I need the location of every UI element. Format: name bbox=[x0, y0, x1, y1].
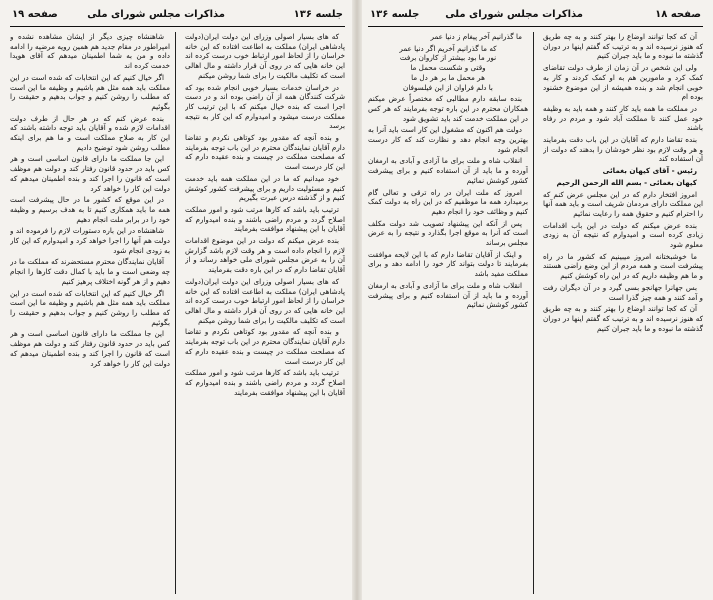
paragraph: و اینک از آقایان تقاضا دارم که با این لایحه موافقت بفرمایند تا دولت بتواند کار خود را ادامه دهد و برای مملکت مفید باشد bbox=[368, 249, 528, 279]
left-page-title: مذاکرات مجلس شورای ملی bbox=[87, 9, 225, 20]
paragraph: این جا مملکت ما دارای قانون اساسی است و هر کس باید در حدود قانون رفتار کند و دولت هم موظف است که قانون را اجرا کند و بنده اطمینان میدهم که دولت این کار را خواهد کرد bbox=[10, 154, 170, 193]
verse-block bbox=[368, 44, 528, 93]
left-page-column-right bbox=[185, 32, 345, 594]
paragraph: و بنده آنچه که مقدور بود کوتاهی نکردم و تقاضا دارم آقایان نمایندگان محترم در این باب توجه بفرمایند که مصلحت مملکت در چیست و بنده عقیده دارم که این کار درست است bbox=[185, 133, 345, 172]
verse-line: وقتی و شکست محمل ما bbox=[410, 63, 486, 73]
right-page-column-left bbox=[368, 32, 528, 594]
paragraph: دولت هم اکنون که مشغول این کار است باید آنرا به بهترین وجه انجام دهد و نظارت کند که کار درست انجام شود bbox=[368, 125, 528, 154]
paragraph: ترتیب باید باشد که کارها مرتب شود و امور مملکت اصلاح گردد و مردم راضی باشند و بنده امیدوارم که آقایان با این پیشنهاد موافقت بفرمایند bbox=[185, 204, 345, 234]
paragraph: بنده عرض کنم که در هر حال از طرف دولت اقدامات لازم شده و آقایان باید توجه داشته باشند که این کار به صلاح مملکت است و ما هم برای اینکه مطلب روشن شود توضیح دادیم bbox=[10, 113, 170, 152]
paragraph: پس از آنکه این پیشنهاد تصویب شد دولت مکلف است که آنرا به موقع اجرا بگذارد و نتیجه را به عرض مجلس برساند bbox=[368, 218, 528, 248]
verse-intro: ما گذرانیم آخر پیغام ز دنیا عمر bbox=[430, 32, 522, 41]
paragraph: ولی این شخص در آن زمان از طرف دولت تقاضای کمک کرد و مامورین هم به او کمک کردند و کار به خوبی انجام شد و بنده همیشه از این موضوع خشنود بوده ام bbox=[543, 63, 703, 102]
paragraph: که های بسیار اصولی وزرای این دولت ایران(دولت پادشاهی ایران) مملکت به اطاعت افتاده که این خانه خراسان را از لحاظ امور ارتباط خوب درست کرده اند این خانه هایی که در روی آن قرار داشته و مال اهالی است که تکلیف مالکیت را برای شما روشن میکنم bbox=[185, 32, 345, 80]
paragraph: آن که کجا توانند اوضاع را بهتر کنند و به چه طریق که هنوز نرسیده اند و به ترتیب که گفتم اینها در دوران گذشته ما نبوده و ما باید جبران کنیم bbox=[543, 304, 703, 333]
left-page bbox=[10, 6, 345, 594]
paragraph: آقایان نمایندگان محترم مستحضرند که مملکت ما در چه وضعی است و ما باید با کمال دقت کارها را انجام دهیم و از هر گونه اختلاف پرهیز کنیم bbox=[10, 257, 170, 286]
paragraph: و بنده آنچه که مقدور بود کوتاهی نکردم و تقاضا دارم آقایان نمایندگان محترم در این باب توجه بفرمایند که مصلحت مملکت در چیست و بنده عقیده دارم که این کار درست است bbox=[185, 327, 345, 366]
paragraph: در مملکت ما همه باید کار کنند و همه باید به وظیفه خود عمل کنند تا مملکت آباد شود و مردم در رفاه باشند bbox=[543, 103, 703, 133]
right-page-title: مذاکرات مجلس شورای ملی bbox=[445, 9, 583, 20]
right-page-header bbox=[368, 6, 703, 27]
right-page-column-right bbox=[543, 32, 703, 594]
left-page-columns bbox=[10, 32, 345, 594]
paragraph: که های بسیار اصولی وزرای این دولت ایران(دولت پادشاهی ایران) مملکت به اطاعت افتاده که این خانه خراسان را از لحاظ امور ارتباط خوب درست کرده اند این خانه هایی که در روی آن قرار داشته و مال اهالی است که تکلیف مالکیت را برای شما روشن میکنم bbox=[185, 276, 345, 325]
paragraph: اگر خیال کنیم که این انتخابات که شده است در این مملکت باید همه مثل هم باشیم و وظیفه ما این است که مطلب را روشن کنیم و جواب بدهیم و حقیقت را بگوئیم bbox=[10, 288, 170, 327]
paragraph: بنده عرض میکنم که دولت در این موضوع اقدامات لازم را انجام داده است و هر وقت لازم باشد گزارش آن را به عرض مجلس شورای ملی خواهد رساند و از آقایان تقاضا دارم که در این باره دقت بفرمایند bbox=[185, 236, 345, 275]
paragraph: اگر خیال کنیم که این انتخابات که شده است در این مملکت باید همه مثل هم باشیم و وظیفه ما این است که مطلب را روشن کنیم و جواب بدهیم و حقیقت را بگوئیم bbox=[10, 72, 170, 111]
paragraph: خود میدانیم که ما در این مملکت همه باید خدمت کنیم و مسئولیت داریم و برای پیشرفت کشور کوشش کنیم و از گذشته درس عبرت بگیریم bbox=[185, 173, 345, 203]
paragraph: بس جهانرا جهانجو بسی گیرد و در آن دیگران رفت و آمد کنند و همه چیز گذرا است bbox=[543, 282, 703, 302]
paragraph: امروز افتخار دارم که در این مجلس عرض کنم که این مملکت دارای مردمان شریف است و باید همه آنها را احترام کنیم و حقوق همه را رعایت نمائیم bbox=[543, 189, 703, 218]
paragraph: امروز که ملت ایران در راه ترقی و تعالی گام برمیدارد همه ما موظفیم که در این راه به دولت کمک کنیم و وظائف خود را انجام دهیم bbox=[368, 187, 528, 216]
paragraph: شاهنشاه چیزی دیگر از ایشان مشاهده نشده و امپراطور در مقام جدید هم همین رویه مرضیه را ادامه داده و من به شما اطمینان میدهم که آقای هویدا خدمت کرده اند bbox=[10, 32, 170, 71]
right-page bbox=[368, 6, 703, 594]
paragraph: آن که کجا توانند اوضاع را بهتر کنند و به چه طریق که هنوز نرسیده اند و به ترتیب که گفتم اینها در دوران گذشته ما نبوده و ما باید جبران کنیم bbox=[543, 32, 703, 61]
column-divider bbox=[175, 32, 176, 594]
paragraph: انقلاب شاه و ملت برای ما آزادی و آبادی به ارمغان آورده و ما باید از آن استفاده کنیم و برای پیشرفت کشور کوشش نمائیم bbox=[368, 156, 528, 185]
right-page-number: صفحه ۱۸ bbox=[655, 9, 701, 20]
column-divider bbox=[533, 32, 534, 594]
paragraph: این جا مملکت ما دارای قانون اساسی است و هر کس باید در حدود قانون رفتار کند و دولت هم موظف است که قانون را اجرا کند و بنده اطمینان میدهم که دولت این کار را خواهد کرد bbox=[10, 329, 170, 368]
speaker-line: کیهان بغمائی - بسم الله الرحمن الرحیم bbox=[556, 177, 697, 187]
paragraph: ترتیب باید باشد که کارها مرتب شود و امور مملکت اصلاح گردد و مردم راضی باشند و بنده امیدوارم که آقایان با این پیشنهاد موافقت بفرمایند bbox=[185, 368, 345, 397]
paragraph: بنده تقاضا دارم که آقایان در این باب دقت بفرمایند و هر وقت لازم بود نظر خودشان را بدهند که دولت از آن استفاده کند bbox=[543, 135, 703, 164]
verse-line: با دلم فراوان از این فیلسوفان bbox=[403, 82, 493, 92]
left-page-session: جلسه ۱۳۶ bbox=[293, 9, 343, 20]
right-page-session: جلسه ۱۳۶ bbox=[370, 9, 420, 20]
left-page-header bbox=[10, 6, 345, 27]
paragraph: در خراسان خدمات بسیار خوبی انجام شده بود که شرکت کنندگان همه از آن راضی بوده اند و در دست اجرا است که بنده خیال میکنم که با این ترتیب کار مملکت درست میشود و امیدوارم که این کار به نتیجه برسد bbox=[185, 82, 345, 131]
speaker-line: رئیس - آقای کیهان بغمائی bbox=[602, 166, 697, 176]
verse-line: نور ما بود بیشتر از کاروان برفت bbox=[399, 53, 497, 63]
paragraph: بنده عرض میکنم که دولت در این باب اقدامات زیادی کرده است و امیدوارم که نتیجه آن به زودی معلوم شود bbox=[543, 220, 703, 250]
verse-line: که ما گذرانیم آخریم اگر دنیا عمر bbox=[399, 43, 497, 53]
paragraph: شاهنشاه در این باره دستورات لازم را فرموده اند و دولت هم آنها را اجرا خواهد کرد و امیدوارم که این کار به زودی انجام شود bbox=[10, 226, 170, 255]
paragraph: انقلاب شاه و ملت برای ما آزادی و آبادی به ارمغان آورده و ما باید از آن استفاده کنیم و برای پیشرفت کشور کوشش نمائیم bbox=[368, 280, 528, 310]
right-page-columns bbox=[368, 32, 703, 594]
paragraph: ما خوشبختانه امروز میبینیم که کشور ما در راه پیشرفت است و همه مردم از این وضع راضی هستند و ما هم وظیفه داریم که در این راه کوشش کنیم bbox=[543, 251, 703, 281]
verse-line: هر محمل ما بر هر دل ما bbox=[411, 72, 485, 82]
left-page-column-left bbox=[10, 32, 170, 594]
page-gutter bbox=[352, 0, 362, 600]
paragraph: در این موقع که کشور ما در حال پیشرفت است همه ما باید همکاری کنیم تا به هدف برسیم و وظیفه خود را در برابر ملت انجام دهیم bbox=[10, 195, 170, 224]
paragraph: بنده سابقه دارم مطالبی که مختصراً عرض میکنم همکاران محترم در این باره توجه بفرمایند که هر کس در این مملکت خدمت کند باید تشویق شود bbox=[368, 94, 528, 123]
left-page-number: صفحه ۱۹ bbox=[12, 9, 58, 20]
